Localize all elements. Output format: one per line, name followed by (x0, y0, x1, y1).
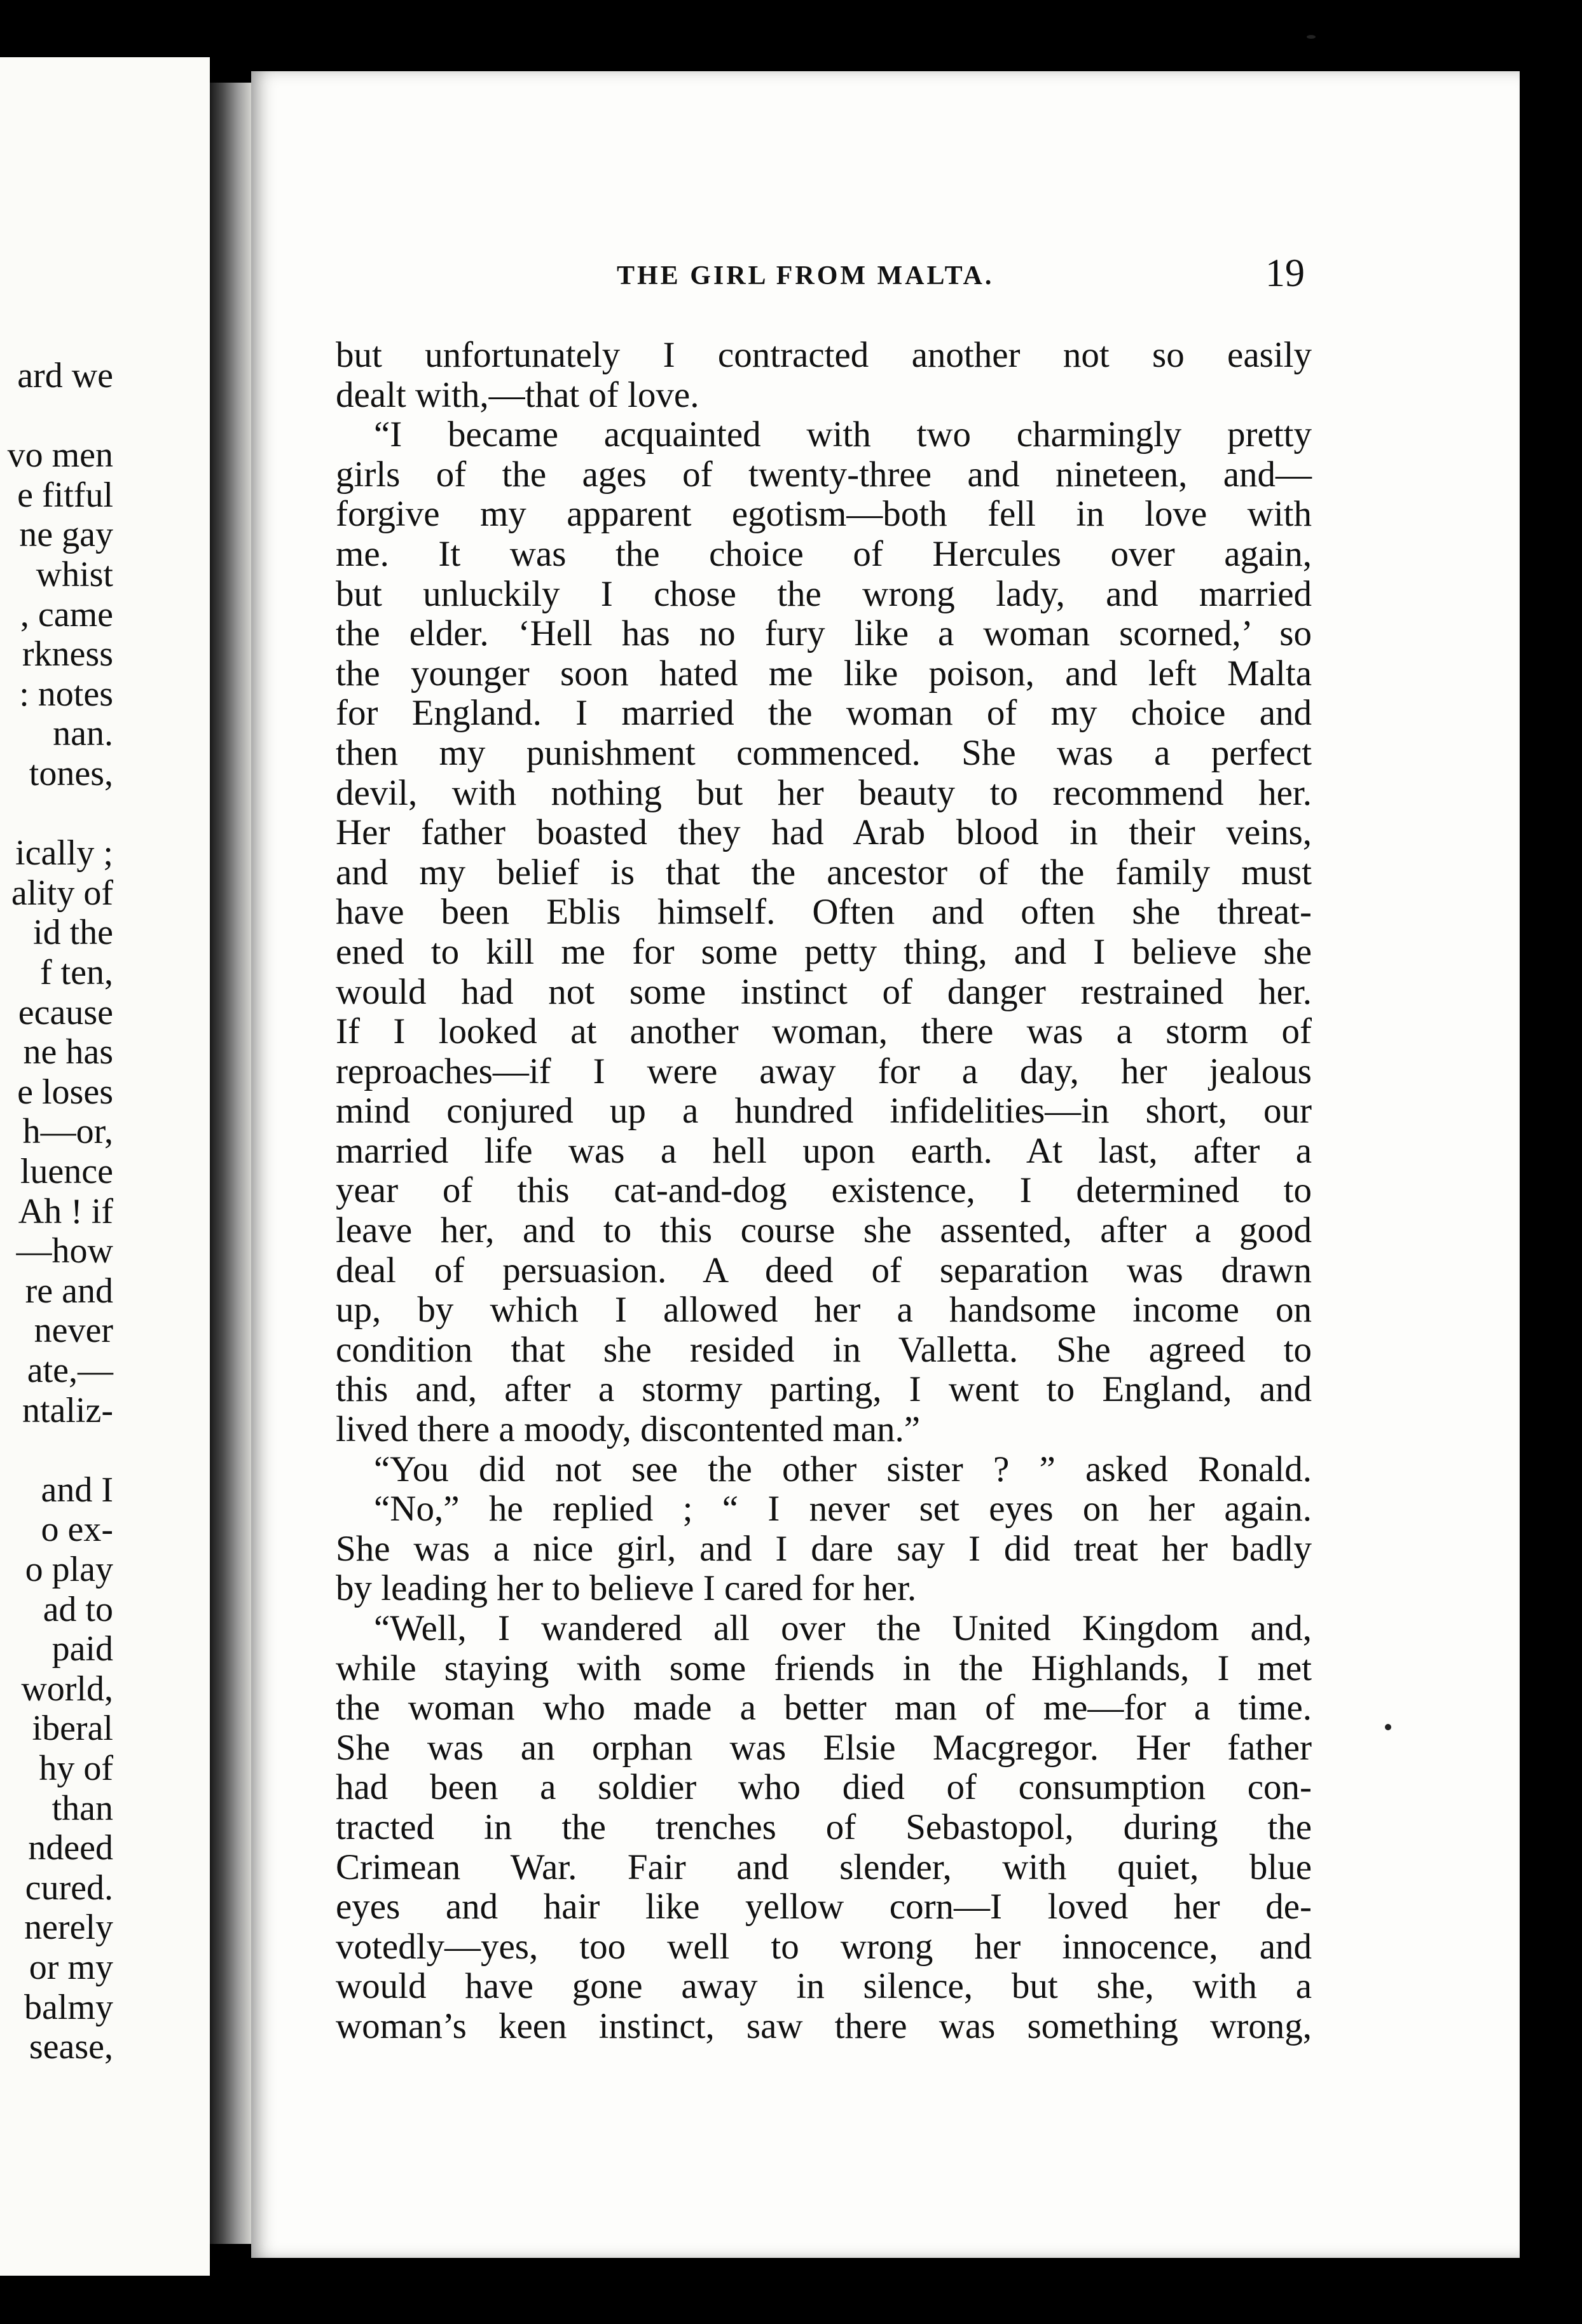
text-line: dealt with,—that of love. (336, 374, 699, 415)
facing-page-fragment: o ex- (41, 1510, 113, 1550)
facing-page-fragment: e fitful (17, 475, 113, 515)
text-line: by leading her to believe I cared for her. (336, 1568, 917, 1609)
facing-page-fragment: and I (41, 1470, 113, 1510)
facing-page-fragment: ality of (11, 873, 113, 913)
text-line: votedly—yes, too well to wrong her innocence, and (336, 1926, 1312, 1967)
facing-page-fragment: ically ; (15, 833, 113, 873)
text-line: up, by which I allowed her a handsome income on (336, 1290, 1312, 1330)
facing-page-fragment: iberal (32, 1709, 113, 1749)
facing-page-fragment: nerely (24, 1908, 113, 1948)
text-line: have been Eblis himself. Often and often she threat- (336, 892, 1312, 933)
facing-page-fragment: ate,— (27, 1351, 113, 1390)
text-line: reproaches—if I were away for a day, her jealous (336, 1051, 1312, 1091)
text-line: lived there a moody, discontented man.” (336, 1409, 921, 1450)
text-line: married life was a hell upon earth. At last, after a (336, 1130, 1312, 1171)
text-line: ened to kill me for some petty thing, and I believe she (336, 931, 1312, 972)
facing-page-fragment: id the (33, 913, 113, 953)
text-line: would have gone away in silence, but she, with a (336, 1966, 1312, 2007)
text-line: this and, after a stormy parting, I went to England, and (336, 1369, 1312, 1410)
facing-page-fragment: balmy (24, 1987, 113, 2027)
text-line: tracted in the trenches of Sebastopol, during the (336, 1807, 1312, 1847)
text-line: condition that she resided in Valletta. She agreed to (336, 1329, 1312, 1370)
text-line: Crimean War. Fair and slender, with quiet, blue (336, 1847, 1312, 1887)
facing-page-fragment: nan. (53, 714, 113, 754)
facing-page-fragment: whist (36, 555, 113, 594)
facing-page (0, 57, 210, 2276)
text-line: deal of persuasion. A deed of separation was drawn (336, 1250, 1312, 1290)
facing-page-fragment: luence (20, 1152, 113, 1191)
print-speck (1307, 35, 1316, 39)
facing-page-fragment: ne gay (19, 515, 113, 555)
facing-page-fragment: ard we (17, 356, 113, 395)
facing-page-fragment: Ah ! if (18, 1191, 113, 1231)
text-line: while staying with some friends in the Highlands, I met (336, 1648, 1312, 1688)
text-line: leave her, and to this course she assented, after a good (336, 1210, 1312, 1251)
facing-page-fragment: e loses (17, 1072, 113, 1112)
facing-page-fragment: ntaliz- (22, 1390, 113, 1430)
facing-page-fragment: sease, (29, 2027, 113, 2067)
facing-page-fragment: vo men (7, 435, 113, 475)
facing-page-fragment: ne has (23, 1032, 113, 1072)
text-line: had been a soldier who died of consumption con- (336, 1767, 1312, 1808)
text-line: She was a nice girl, and I dare say I did treat her badly (336, 1528, 1312, 1569)
text-line: girls of the ages of twenty-three and nineteen, and— (336, 454, 1312, 495)
text-line: Her father boasted they had Arab blood in their veins, (336, 812, 1312, 853)
facing-page-fragment: ad to (43, 1589, 113, 1629)
facing-page-fragment: than (52, 1788, 113, 1828)
facing-page-fragment: hy of (39, 1749, 113, 1788)
text-line: mind conjured up a hundred infidelities—in short, our (336, 1091, 1312, 1131)
print-speck (1385, 1724, 1391, 1730)
text-line: “Well, I wandered all over the United Kingdom and, (374, 1608, 1312, 1648)
text-line: then my punishment commenced. She was a perfect (336, 732, 1312, 773)
text-line: for England. I married the woman of my choice and (336, 693, 1312, 734)
facing-page-fragment: : notes (19, 674, 113, 714)
text-line: If I looked at another woman, there was a storm of (336, 1011, 1312, 1052)
facing-page-fragment: never (34, 1311, 113, 1351)
facing-page-fragment: —how (16, 1231, 113, 1271)
text-line: devil, with nothing but her beauty to recommend her. (336, 772, 1312, 813)
facing-page-fragment: or my (29, 1948, 113, 1987)
text-line: and my belief is that the ancestor of the family must (336, 852, 1312, 892)
body-text (336, 336, 1312, 2047)
text-line: woman’s keen instinct, saw there was something wrong, (336, 2006, 1312, 2046)
facing-page-fragment: h—or, (22, 1112, 113, 1152)
text-line: “You did not see the other sister ? ” asked Ronald. (374, 1449, 1312, 1489)
page-number: 19 (1265, 252, 1305, 295)
running-head: THE GIRL FROM MALTA. (617, 261, 994, 290)
facing-page-fragment: tones, (29, 754, 113, 793)
facing-page-fragment: re and (25, 1271, 113, 1311)
facing-page-fragment: o play (25, 1550, 113, 1589)
text-line: the younger soon hated me like poison, and left Malta (336, 653, 1312, 694)
text-line: me. It was the choice of Hercules over again, (336, 533, 1312, 574)
facing-page-fragment: rkness (22, 634, 113, 674)
text-line: forgive my apparent egotism—both fell in love with (336, 494, 1312, 535)
text-line: but unfortunately I contracted another not so easily (336, 335, 1312, 375)
facing-page-fragment: ndeed (28, 1828, 113, 1868)
text-line: eyes and hair like yellow corn—I loved her de- (336, 1887, 1312, 1927)
facing-page-fragment: world, (21, 1669, 113, 1709)
text-line: “No,” he replied ; “ I never set eyes on her again. (374, 1489, 1312, 1529)
text-line: year of this cat-and-dog existence, I determined to (336, 1170, 1312, 1211)
text-line: “I became acquainted with two charmingly pretty (374, 414, 1312, 455)
text-line: but unluckily I chose the wrong lady, and married (336, 573, 1312, 614)
text-line: the elder. ‘Hell has no fury like a woman scorned,’ so (336, 613, 1312, 654)
facing-page-fragment: ecause (18, 992, 113, 1032)
text-line: She was an orphan was Elsie Macgregor. Her father (336, 1727, 1312, 1768)
facing-page-fragment: , came (20, 594, 113, 634)
facing-page-fragment: paid (52, 1629, 113, 1669)
text-line: the woman who made a better man of me—for a time. (336, 1688, 1312, 1728)
facing-page-fragment: f ten, (39, 953, 113, 992)
text-line: would had not some instinct of danger restrained her. (336, 971, 1312, 1012)
facing-page-fragment: cured. (25, 1868, 113, 1908)
